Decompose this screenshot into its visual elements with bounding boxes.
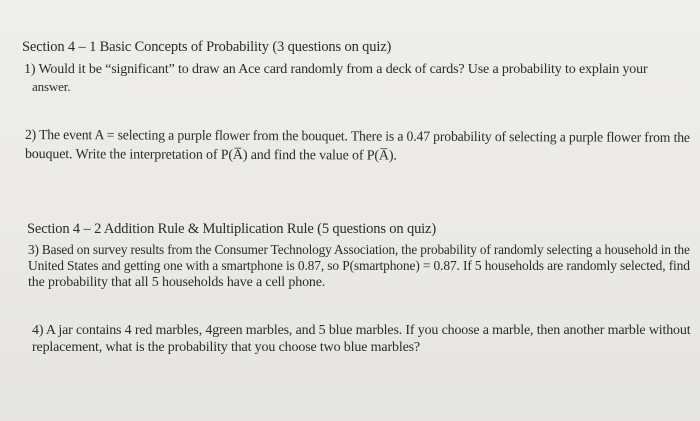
question-3-line-3: the probability that all 5 households have a cell phone. bbox=[28, 275, 326, 290]
question-2-line-1: 2) The event A = selecting a purple flower from the bouquet. There is a 0.47 probability of selecting a purple flower from the bbox=[24, 128, 690, 146]
question-1-line-2: answer. bbox=[32, 79, 71, 94]
section-4-2-heading: Section 4 – 2 Addition Rule & Multiplication Rule (5 questions on quiz) bbox=[27, 221, 437, 237]
question-4-line-1: 4) A jar contains 4 red marbles, 4green marbles, and 5 blue marbles. If you choose a marble, then another marble without bbox=[32, 323, 691, 338]
question-1-line-1: 1) Would it be “significant” to draw an Ace card randomly from a deck of cards? Use a probability to explain your bbox=[24, 62, 648, 77]
question-4-line-2: replacement, what is the probability that you choose two blue marbles? bbox=[32, 340, 420, 355]
section-4-1-heading: Section 4 – 1 Basic Concepts of Probability (3 questions on quiz) bbox=[22, 39, 392, 55]
question-3-line-1: 3) Based on survey results from the Consumer Technology Association, the probability of randomly selecting a household in the bbox=[28, 243, 690, 258]
question-3-line-2: United States and getting one with a smartphone is 0.87, so P(smartphone) = 0.87. If 5 households are randomly selected, find bbox=[28, 259, 690, 274]
question-2-line-2: bouquet. Write the interpretation of P(A̅) and find the value of P(A̅). bbox=[24, 147, 397, 164]
